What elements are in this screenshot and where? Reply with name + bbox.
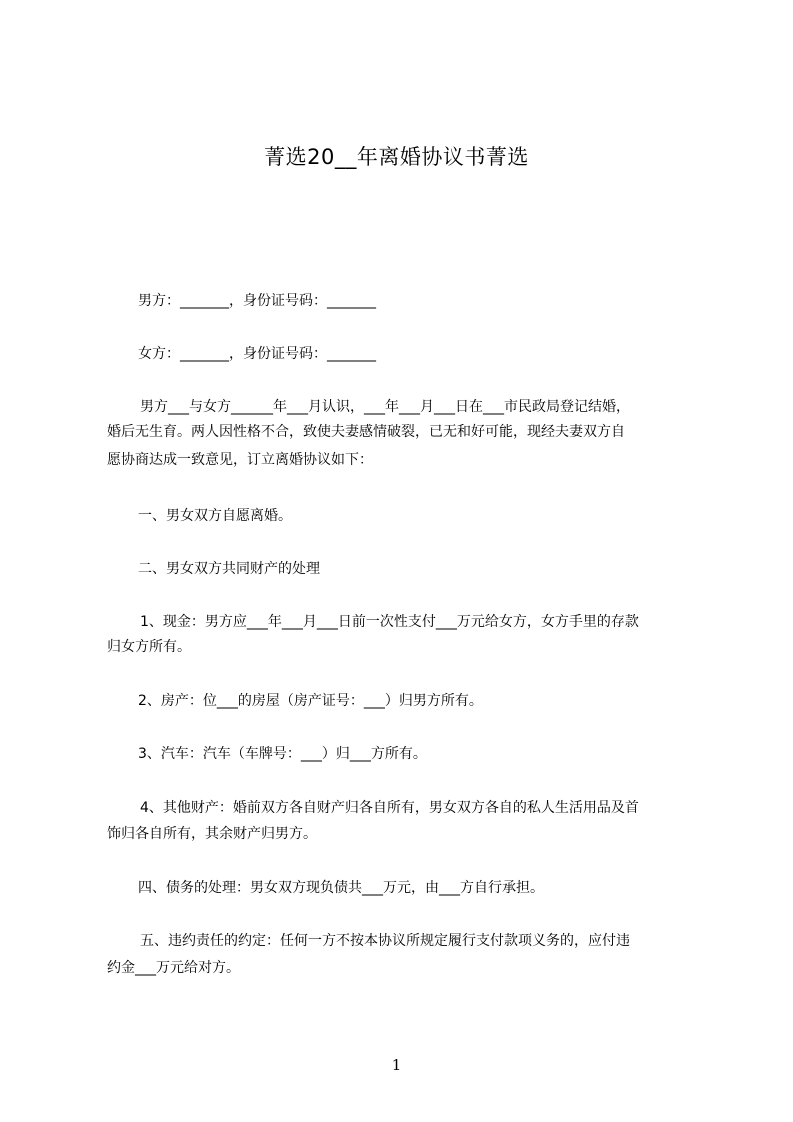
clause-2-4-line-1: 4、其他财产：婚前双方各自财产归各自所有，男女双方各自的私人生活用品及首 xyxy=(140,800,639,816)
clause-2-4-line-2: 饰归各自所有，其余财产归男方。 xyxy=(107,826,317,842)
intro-paragraph-line-2: 婚后无生育。两人因性格不合，致使夫妻感情破裂，已无和好可能，现经夫妻双方自 xyxy=(107,424,625,440)
clause-5-line-2: 约金___万元给对方。 xyxy=(107,960,240,976)
clause-2-heading: 二、男女双方共同财产的处理 xyxy=(138,561,320,577)
clause-4: 四、债务的处理：男女双方现负债共___万元，由___方自行承担。 xyxy=(138,880,544,896)
male-party-line: 男方：_______，身份证号码：_______ xyxy=(138,293,376,309)
female-party-line: 女方：_______，身份证号码：_______ xyxy=(138,346,376,362)
page-number: 1 xyxy=(391,1056,402,1074)
clause-2-1-line-1: 1、现金：男方应___年___月___日前一次性支付___万元给女方，女方手里的存款 xyxy=(140,614,639,630)
clause-2-2: 2、房产：位___的房屋（房产证号：___）归男方所有。 xyxy=(138,693,483,709)
clause-2-3: 3、汽车：汽车（车牌号：___）归___方所有。 xyxy=(138,746,427,762)
intro-paragraph-line-3: 愿协商达成一致意见，订立离婚协议如下： xyxy=(107,452,373,468)
clause-1: 一、男女双方自愿离婚。 xyxy=(138,508,292,524)
document-title: 菁选20__年离婚协议书菁选 xyxy=(264,145,529,169)
clause-5-line-1: 五、违约责任的约定：任何一方不按本协议所规定履行支付款项义务的，应付违 xyxy=(140,933,630,949)
intro-paragraph-line-1: 男方___与女方______年___月认识，___年___月___日在___市民政局登记结婚， xyxy=(140,399,630,415)
clause-2-1-line-2: 归女方所有。 xyxy=(107,639,191,655)
